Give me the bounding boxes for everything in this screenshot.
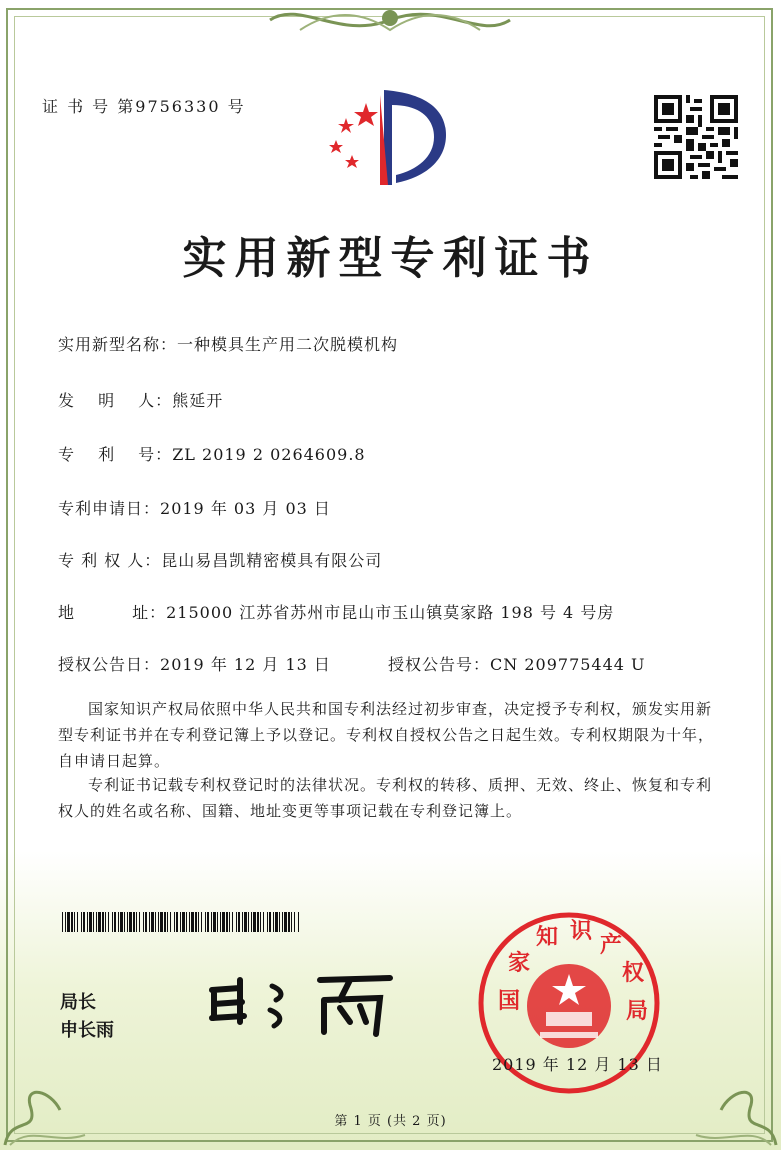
field-label: 授权公告日：: [58, 655, 161, 674]
field-value: 熊延开: [172, 391, 224, 410]
field-label: 专 利 权 人：: [58, 551, 162, 570]
svg-text:局: 局: [626, 999, 649, 1024]
handwritten-signature: [200, 960, 400, 1040]
field-value: ZL 2019 2 0264609.8: [172, 445, 366, 464]
barcode-icon: [62, 912, 302, 932]
field-label: 授权公告号：: [388, 655, 491, 674]
svg-text:产: 产: [600, 933, 623, 958]
director-title: 局长: [60, 992, 96, 1013]
patent-office-logo-icon: [322, 85, 452, 190]
field-label: 专利申请日：: [58, 499, 161, 518]
field-grant-date: [58, 652, 331, 675]
director-name: 申长雨: [60, 1020, 114, 1041]
svg-text:知: 知: [536, 925, 559, 950]
statement-paragraph-2: 专利证书记载专利权登记时的法律状况。专利权的转移、质押、无效、终止、恢复和专利权人的姓名或名称、国籍、地址变更等事项记载在专利登记簿上。: [58, 776, 713, 820]
field-inventor: [58, 388, 223, 411]
field-label: 发 明 人：: [58, 391, 173, 410]
field-label: 地 址：: [58, 603, 167, 622]
certificate-title: 实用新型专利证书: [182, 233, 599, 284]
field-value: 2019 年 03 月 03 日: [160, 499, 331, 518]
svg-text:识: 识: [570, 919, 593, 944]
field-value: 昆山易昌凯精密模具有限公司: [161, 551, 383, 570]
field-value: 215000 江苏省苏州市昆山市玉山镇莫家路 198 号 4 号房: [166, 603, 615, 622]
field-label: 专 利 号：: [58, 445, 173, 464]
qr-code-icon: [654, 95, 738, 179]
svg-text:权: 权: [622, 961, 645, 986]
top-ornament: [260, 0, 520, 40]
svg-text:国: 国: [498, 989, 521, 1014]
field-patent-number: [58, 442, 366, 465]
statement-paragraph-1: 国家知识产权局依照中华人民共和国专利法经过初步审查，决定授予专利权，颁发实用新型专利证书并在专利登记簿上予以登记。专利权自授权公告之日起生效。专利权期限为十年，自申请日起算。: [58, 700, 715, 770]
field-value: CN 209775444 U: [490, 655, 646, 674]
svg-text:家: 家: [508, 951, 531, 976]
field-value: 2019 年 12 月 13 日: [160, 655, 331, 674]
field-patentee: [58, 548, 382, 571]
field-value: 一种模具生产用二次脱模机构: [177, 335, 399, 354]
field-utility-model-name: [58, 332, 398, 355]
certificate-number: 证 书 号 第9756330 号: [42, 97, 246, 116]
page-number: 第 1 页 (共 2 页): [334, 1114, 447, 1129]
field-address: [58, 600, 614, 623]
field-application-date: [58, 496, 331, 519]
field-label: 实用新型名称：: [58, 335, 178, 354]
seal-date: 2019 年 12 月 13 日: [492, 1055, 663, 1074]
field-publication-number: [388, 652, 646, 675]
